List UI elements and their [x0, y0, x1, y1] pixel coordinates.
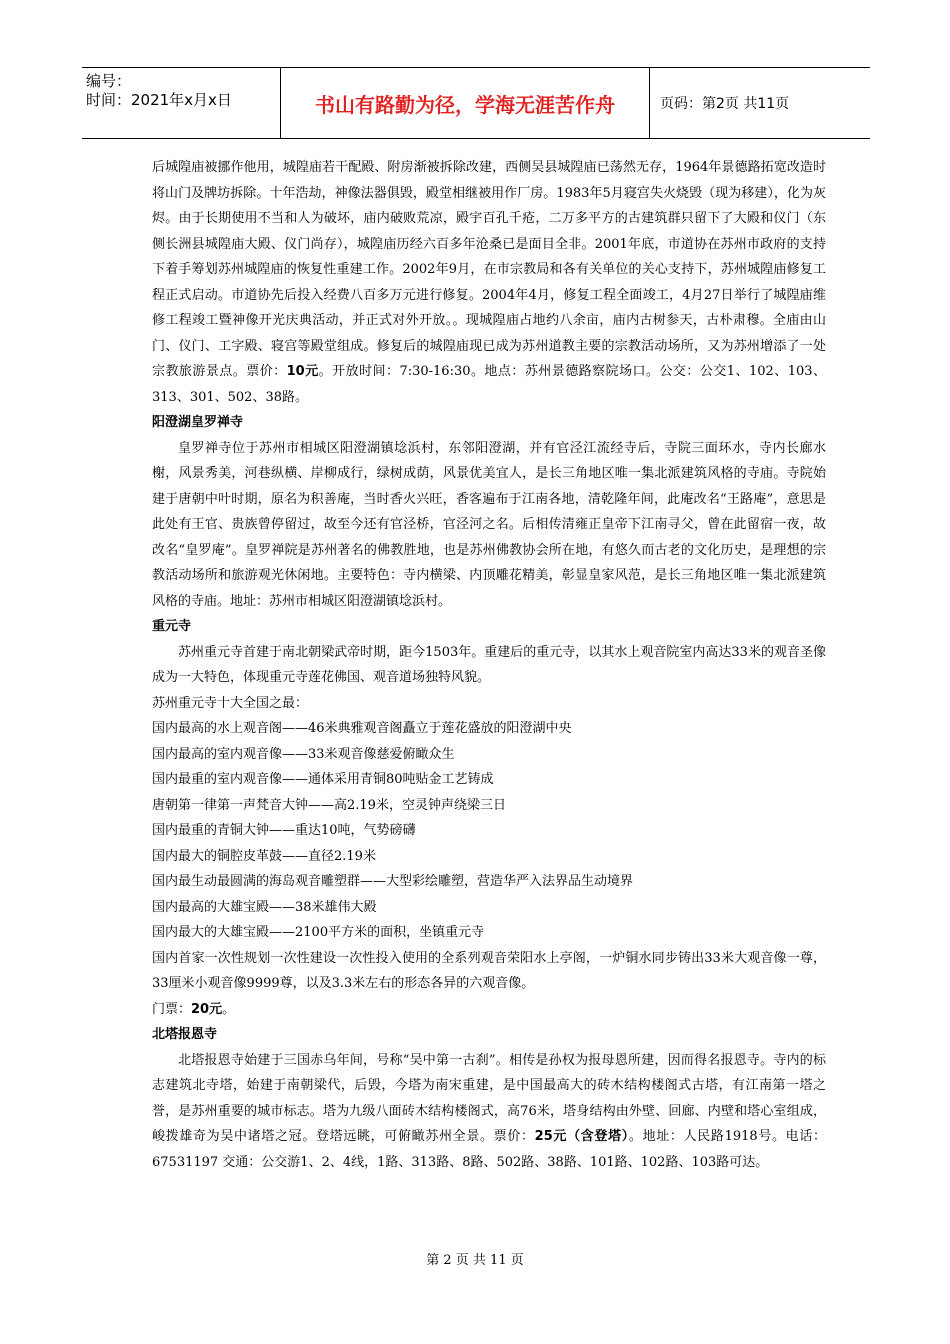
- page-footer: 第 2 页 共 11 页: [426, 1253, 524, 1268]
- header-page-number: 页码：第2页 共11页: [660, 96, 790, 112]
- list-item: 国内最大的大雄宝殿——2100平方米的面积，坐镇重元寺: [152, 925, 485, 940]
- section-title-huangluo-temple: 阳澄湖皇罗禅寺: [152, 415, 244, 430]
- section-title-chongyuan-temple: 重元寺: [152, 619, 192, 634]
- list-title: 苏州重元寺十大全国之最：: [152, 695, 309, 711]
- header-meta: [86, 72, 278, 134]
- document-date: 时间：2021年x月x日: [86, 91, 232, 109]
- paragraph-baoen-temple: 北塔报恩寺始建于三国赤乌年间，号称“吴中第一古刹”。相传是孙权为报母恩所建，因而得名报恩寺。寺内的标志建筑北寺塔，始建于南朝梁代，后毁，今塔为南宋重建，是中国最高大的砖木结构楼阁式古塔，有江南第一塔之誉，是苏州重要的城市标志。塔为九级八面砖木结构楼阁式，高76米，塔身结构由外壁、回廊、内壁和塔心室组成，峻拨雄奇为吴中诸塔之冠。登塔远眺，可俯瞰苏州全景。票价：25元（含登塔）。地址：人民路1918号。电话：67531197 交通：公交游1、2、4线，1路、313路、8路、502路、38路、101路、102路、103路可达。: [152, 1052, 826, 1170]
- list-item: 国内最重的室内观音像——通体采用青铜80吨贴金工艺铸成: [152, 772, 494, 787]
- header-motto: 书山有路勤为径，学海无涯苦作舟: [280, 68, 650, 138]
- list-item: 国内最大的铜腔皮革鼓——直径2.19米: [152, 848, 376, 864]
- paragraph-huangluo-temple: 皇罗禅寺位于苏州市相城区阳澄湖镇埝浜村，东邻阳澄湖，并有官泾江流经寺后，寺院三面环水，寺内长廊水榭，风景秀美，河巷纵横、岸柳成行，绿树成荫，风景优美宜人，是长三角地区唯一集北派建筑风格的寺庙。寺院始建于唐朝中叶时期，原名为积善庵，当时香火兴旺，香客遍布于江南各地，清乾隆年间，此庵改名“王路庵”，意思是此处有王官、贵族曾停留过，故至今还有官泾桥，官泾河之名。后相传清雍正皇帝下江南寻父，曾在此留宿一夜，故改名“皇罗庵”。皇罗禅院是苏州著名的佛教胜地，也是苏州佛教协会所在地，有悠久而古老的文化历史，是理想的宗教活动场所和旅游观光休闲地。主要特色：寺内横梁、内顶雕花精美，彰显皇家风范，是长三角地区唯一集北派建筑风格的寺庙。地址：苏州市相城区阳澄湖镇埝浜村。: [152, 440, 826, 609]
- ticket-line: 门票：20元。: [152, 1001, 236, 1017]
- document-body: [152, 155, 826, 1175]
- list-item: 国内最重的青铜大钟——重达10吨，气势磅礴: [152, 823, 416, 838]
- paragraph-chongyuan-temple: 苏州重元寺首建于南北朝梁武帝时期，距今1503年。重建后的重元寺，以其水上观音院室内高达33米的观音圣像成为一大特色，体现重元寺莲花佛国、观音道场独特风貌。: [152, 644, 826, 685]
- ticket-price: 25元（含登塔）: [534, 1129, 629, 1144]
- list-item: 国内最高的水上观音阁——46米典雅观音阁矗立于莲花盛放的阳澄湖中央: [152, 721, 572, 736]
- section-title-baoen-temple: 北塔报恩寺: [152, 1027, 218, 1042]
- document-number: 编号：: [86, 72, 132, 90]
- list-item: 国内最高的大雄宝殿——38米雄伟大殿: [152, 899, 377, 915]
- list-item: 唐朝第一律第一声梵音大钟——高2.19米，空灵钟声绕梁三日: [152, 797, 506, 813]
- ticket-price: 10元: [286, 364, 319, 379]
- page-header: [82, 67, 870, 139]
- list-item: 国内首家一次性规划一次性建设一次性投入使用的全系列观音荣阳水上亭阁，一炉铜水同步铸出33米大观音像一尊，33厘米小观音像9999尊，以及3.3米左右的形态各异的六观音像。: [152, 950, 826, 991]
- paragraph-chenghuang-temple: 后城隍庙被挪作他用，城隍庙若干配殿、附房渐被拆除改建，西侧吴县城隍庙已荡然无存，1964年景德路拓宽改造时将山门及牌坊拆除。十年浩劫，神像法器俱毁，殿堂相继被用作厂房。1983年5月寝宫失火烧毁（现为移建），化为灰烬。由于长期使用不当和人为破坏，庙内破败荒凉，殿宇百孔千疮，二万多平方的古建筑群只留下了大殿和仪门（东侧长洲县城隍庙大殿、仪门尚存），城隍庙历经六百多年沧桑已是面目全非。2001年底，市道协在苏州市政府的支持下着手筹划苏州城隍庙的恢复性重建工作。2002年9月，在市宗教局和各有关单位的关心支持下，苏州城隍庙修复工程正式启动。市道协先后投入经费八百多万元进行修复。2004年4月，修复工程全面竣工，4月27日举行了城隍庙维修工程竣工暨神像开光庆典活动，并正式对外开放。。现城隍庙占地约八余亩，庙内古树参天，古朴肃穆。全庙由山门、仪门、工字殿、寝宫等殿堂组成。修复后的城隍庙现已成为苏州道教主要的宗教活动场所，又为苏州增添了一处宗教旅游景点。票价：10元。开放时间：7:30-16:30。地点：苏州景德路察院场口。公交：公交1、102、103、313、301、502、38路。: [152, 160, 826, 405]
- list-item: 国内最生动最圆满的海岛观音雕塑群——大型彩绘雕塑，营造华严入法界品生动境界: [152, 874, 634, 889]
- ticket-price: 20元: [191, 1001, 223, 1017]
- list-item: 国内最高的室内观音像——33米观音像慈爱俯瞰众生: [152, 746, 455, 762]
